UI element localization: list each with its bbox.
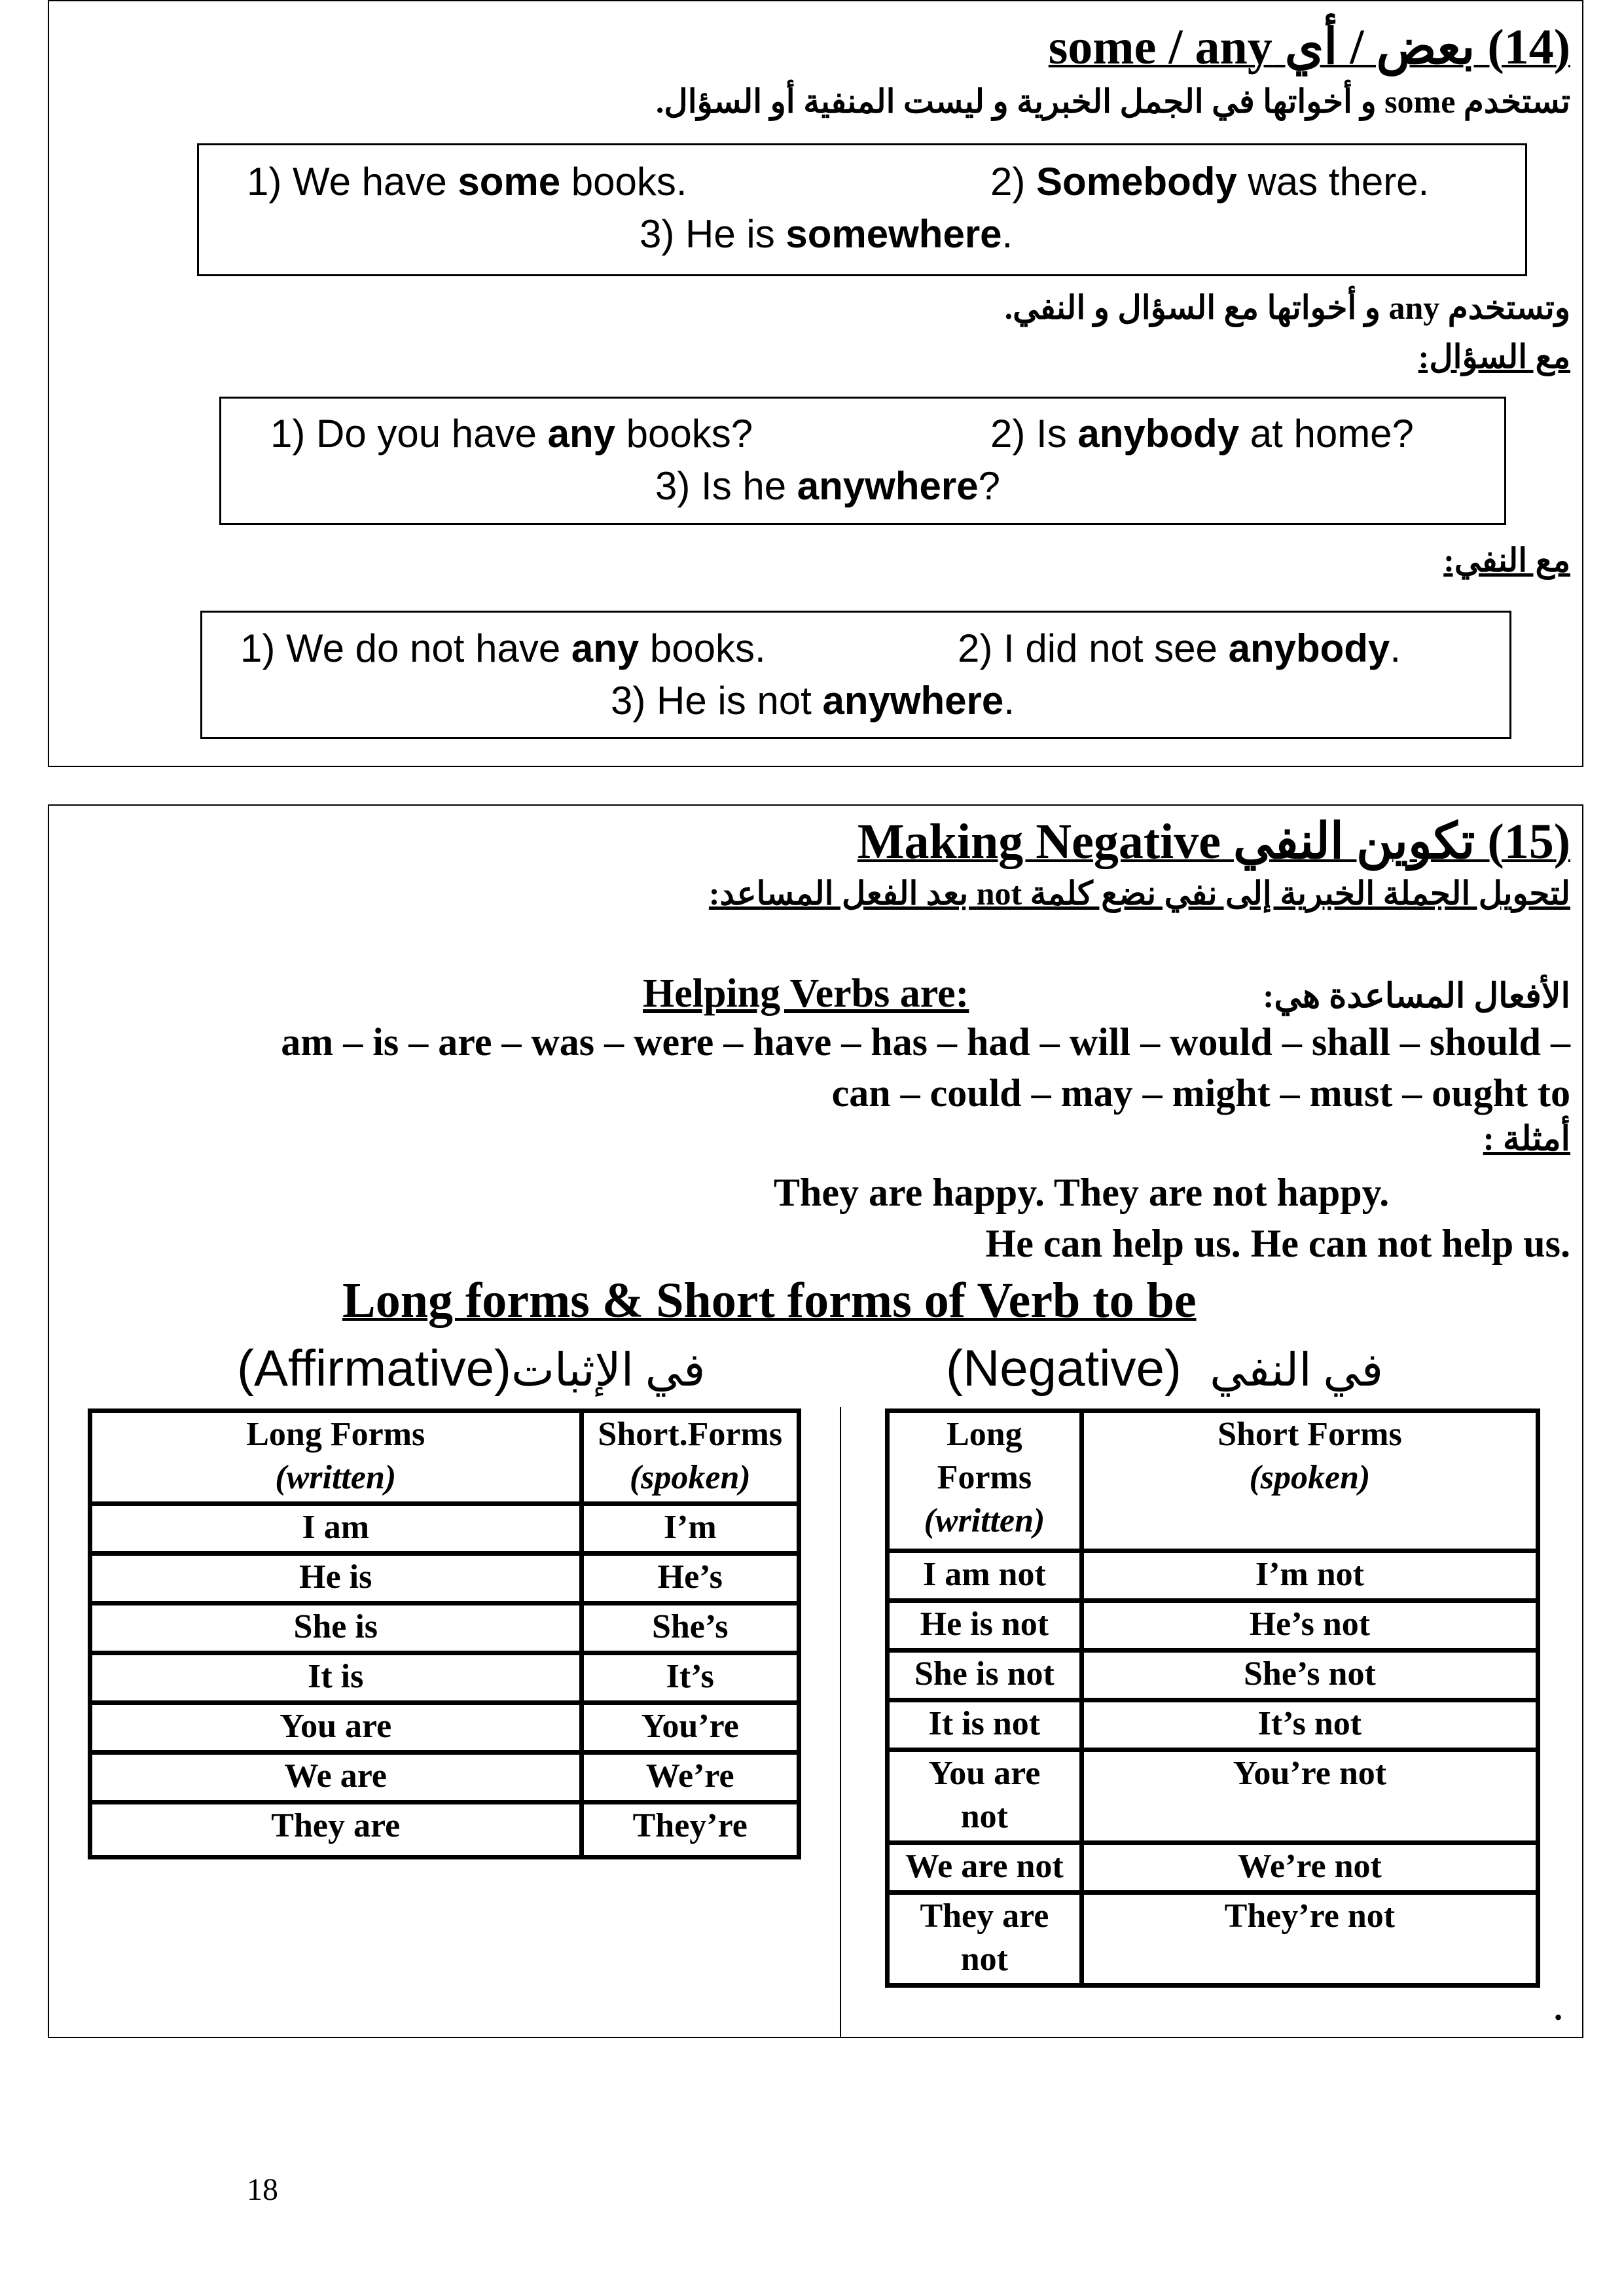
- keyword: anybody: [1228, 626, 1390, 670]
- text: books.: [560, 160, 687, 204]
- example-negative-1: [240, 626, 766, 671]
- header-text: Short Forms: [1218, 1416, 1402, 1453]
- cell-long: We are: [90, 1753, 582, 1803]
- keyword: anywhere: [797, 464, 979, 508]
- text: books?: [615, 412, 753, 456]
- example-some-2: [990, 159, 1429, 204]
- example-negative-2: [958, 626, 1401, 671]
- table-row: [888, 1893, 1538, 1986]
- negative-heading: [946, 1338, 1383, 1398]
- text: 3) Is he: [655, 464, 797, 508]
- negative-en: (Negative): [946, 1339, 1182, 1397]
- cell-short: You’re: [581, 1703, 799, 1753]
- header-short-forms: [581, 1411, 799, 1504]
- affirmative-forms-table: [88, 1408, 801, 1859]
- cell-long: I am: [90, 1504, 582, 1554]
- cell-long: He is: [90, 1554, 582, 1604]
- affirmative-ar: في الإثبات: [511, 1346, 706, 1396]
- cell-short: I’m: [581, 1504, 799, 1554]
- rule-some: تستخدم some و أخواتها في الجمل الخبرية و ليست المنفية أو السؤال.: [655, 83, 1570, 120]
- text: 2) I did not see: [958, 626, 1229, 670]
- cell-short: She’s: [581, 1604, 799, 1653]
- keyword: anywhere: [822, 679, 1004, 723]
- table-row: [888, 1601, 1538, 1651]
- table-row: [888, 1750, 1538, 1843]
- trailing-dot: .: [1554, 1990, 1562, 2028]
- affirmative-heading: [237, 1338, 705, 1398]
- text: was there.: [1236, 160, 1430, 204]
- cell-short: He’s not: [1081, 1601, 1538, 1651]
- section-14-title: (14) بعض / أي some / any: [1048, 20, 1570, 75]
- page-number: 18: [247, 2172, 278, 2207]
- verbs-line-1: am – is – are – was – were – have – has – had – will – would – shall – should –: [281, 1020, 1570, 1064]
- cell-short: She’s not: [1081, 1651, 1538, 1700]
- table-header-row: [90, 1411, 799, 1504]
- keyword: Somebody: [1036, 160, 1237, 204]
- keyword: somewhere: [785, 212, 1002, 256]
- cell-short: You’re not: [1081, 1750, 1538, 1843]
- header-sub: (spoken): [1249, 1459, 1371, 1496]
- cell-short: I’m not: [1081, 1551, 1538, 1601]
- table-row: [90, 1604, 799, 1653]
- cell-short: It’s: [581, 1653, 799, 1703]
- cell-long: She is: [90, 1604, 582, 1653]
- header-text: Short.Forms: [598, 1416, 783, 1453]
- example-question-3: [655, 463, 1000, 509]
- negative-instruction: لتحويل الجملة الخبرية إلى نفي نضع كلمة not بعد الفعل المساعد:: [708, 875, 1570, 912]
- text: at home?: [1239, 412, 1414, 456]
- section-15-title: (15) تكوين النفي Making Negative: [857, 814, 1570, 869]
- cell-long: You are: [90, 1703, 582, 1753]
- table-row: [90, 1703, 799, 1753]
- negative-example-1: They are happy. They are not happy.: [774, 1171, 1390, 1214]
- forms-title: Long forms & Short forms of Verb to be: [342, 1273, 1197, 1328]
- with-question-label: مع السؤال:: [1418, 338, 1570, 375]
- table-header-row: [888, 1411, 1538, 1551]
- cell-long: We are not: [888, 1843, 1082, 1893]
- cell-short: We’re not: [1081, 1843, 1538, 1893]
- header-sub: (spoken): [629, 1459, 751, 1496]
- cell-short: We’re: [581, 1753, 799, 1803]
- cell-short: He’s: [581, 1554, 799, 1604]
- helping-verbs-arabic: الأفعال المساعدة هي:: [1263, 978, 1570, 1015]
- header-text: Forms: [937, 1459, 1032, 1496]
- text: 3) He is: [640, 212, 786, 256]
- cell-long: She is not: [888, 1651, 1082, 1700]
- header-text: Long Forms: [246, 1416, 425, 1453]
- table-row: [90, 1653, 799, 1703]
- negative-forms-table: [885, 1408, 1540, 1988]
- text: 2): [990, 160, 1037, 204]
- cell-short: They’re not: [1081, 1893, 1538, 1986]
- header-text: Long: [947, 1416, 1022, 1453]
- cell-long: It is not: [888, 1700, 1082, 1750]
- examples-label: أمثلة :: [1483, 1121, 1570, 1158]
- header-long-forms: [888, 1411, 1082, 1551]
- text: .: [1003, 679, 1015, 723]
- text: 1) Do you have: [270, 412, 548, 456]
- text: books.: [639, 626, 766, 670]
- keyword: any: [547, 412, 615, 456]
- cell-long: He is not: [888, 1601, 1082, 1651]
- table-row: [90, 1753, 799, 1803]
- keyword: some: [458, 160, 561, 204]
- table-row: [90, 1504, 799, 1554]
- cell-short: They’re: [581, 1803, 799, 1857]
- text: 3) He is not: [611, 679, 823, 723]
- text: 1) We do not have: [240, 626, 571, 670]
- example-question-1: [270, 411, 753, 456]
- rule-any: وتستخدم any و أخواتها مع السؤال و النفي.: [1004, 289, 1570, 326]
- table-row: [90, 1803, 799, 1857]
- table-row: [888, 1551, 1538, 1601]
- header-sub: (written): [924, 1502, 1045, 1539]
- cell-long: They are not: [888, 1893, 1082, 1986]
- keyword: anybody: [1077, 412, 1240, 456]
- header-long-forms: [90, 1411, 582, 1504]
- column-divider: [840, 1407, 841, 2038]
- text: ?: [978, 464, 1000, 508]
- with-negative-label: مع النفي:: [1443, 542, 1570, 579]
- example-some-1: [247, 159, 687, 204]
- verbs-line-2: can – could – may – might – must – ought to: [831, 1071, 1570, 1115]
- helping-verbs-heading: Helping Verbs are:: [643, 971, 969, 1016]
- table-row: [888, 1651, 1538, 1700]
- example-negative-3: [611, 678, 1015, 723]
- affirmative-en: (Affirmative): [237, 1339, 511, 1397]
- text: .: [1001, 212, 1013, 256]
- table-row: [888, 1700, 1538, 1750]
- negative-ar: في النفي: [1210, 1346, 1384, 1396]
- cell-long: They are: [90, 1803, 582, 1857]
- negative-example-2: He can help us. He can not help us.: [985, 1222, 1570, 1265]
- text: 2) Is: [990, 412, 1078, 456]
- example-question-2: [990, 411, 1414, 456]
- table-row: [90, 1554, 799, 1604]
- example-some-3: [640, 211, 1013, 257]
- cell-long: I am not: [888, 1551, 1082, 1601]
- text: 1) We have: [247, 160, 458, 204]
- header-sub: (written): [275, 1459, 397, 1496]
- cell-long: It is: [90, 1653, 582, 1703]
- header-short-forms: [1081, 1411, 1538, 1551]
- cell-short: It’s not: [1081, 1700, 1538, 1750]
- text: .: [1390, 626, 1401, 670]
- cell-long: You are not: [888, 1750, 1082, 1843]
- keyword: any: [571, 626, 640, 670]
- table-row: [888, 1843, 1538, 1893]
